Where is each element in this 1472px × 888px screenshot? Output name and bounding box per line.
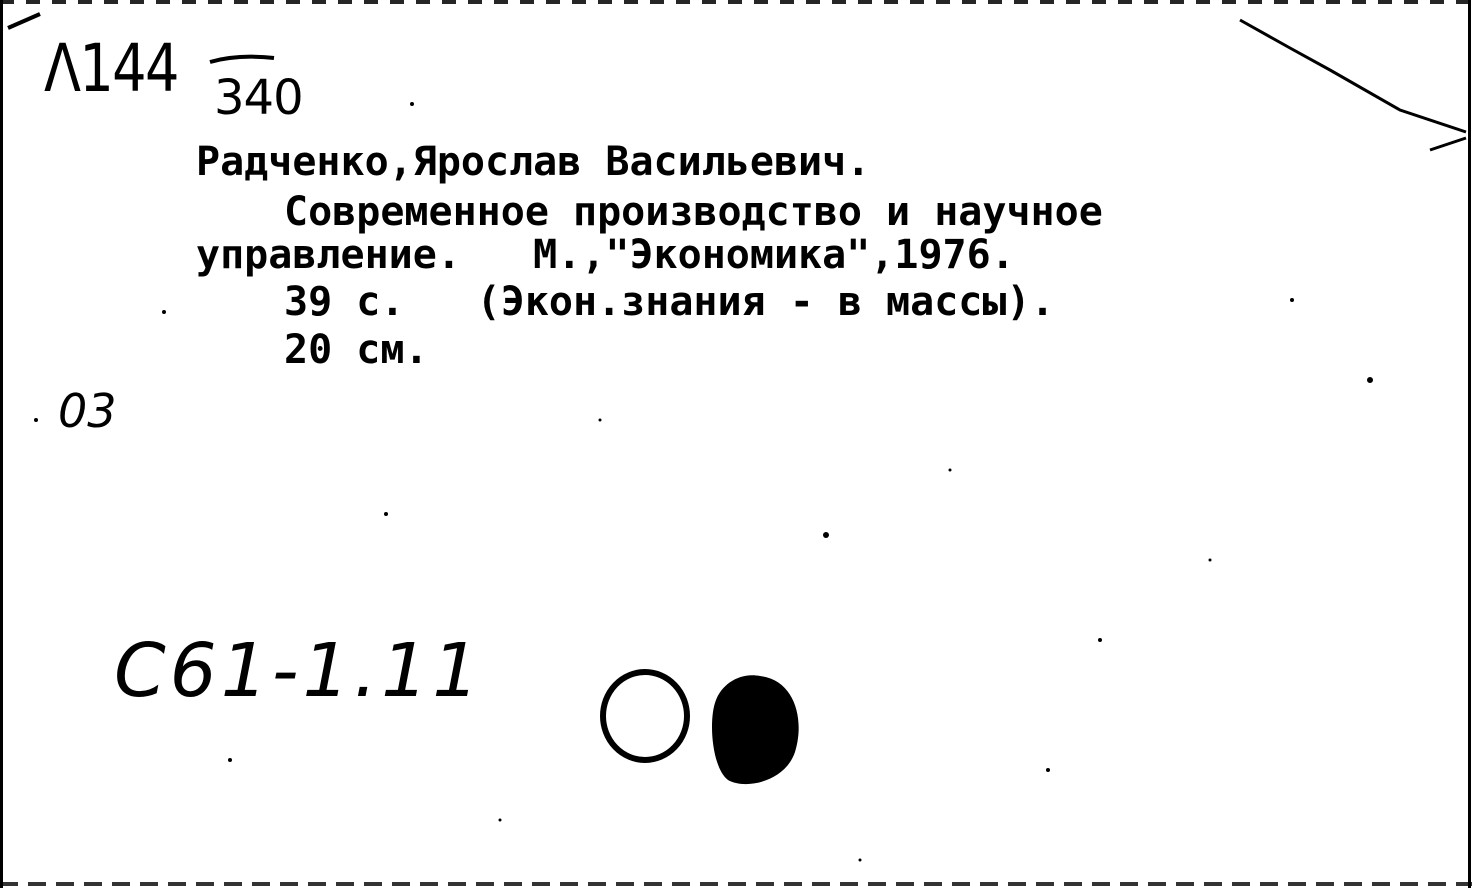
physical-description-line-1: 39 с. (Экон.знания - в массы). (284, 279, 1055, 325)
paper-specks (34, 102, 1373, 862)
title-line-2: управление. М.,"Экономика",1976. (196, 232, 1015, 278)
classification-code-left: 03 (58, 384, 117, 438)
corner-tick-mark (8, 14, 40, 28)
hollow-circle-icon (603, 672, 687, 760)
physical-description-line-2: 20 см. (284, 327, 429, 373)
title-line-1: Современное производство и научное (284, 189, 1103, 235)
call-number-sub: 340 (214, 70, 303, 126)
filled-circle-icon (712, 675, 799, 784)
call-number-main: Λ144 (44, 30, 178, 107)
corner-scratch-mark-2 (1430, 138, 1466, 150)
classification-code-bottom: C61-1.11 (114, 628, 484, 714)
author-heading: Радченко,Ярослав Васильевич. (196, 139, 871, 185)
corner-scratch-mark (1240, 20, 1466, 132)
